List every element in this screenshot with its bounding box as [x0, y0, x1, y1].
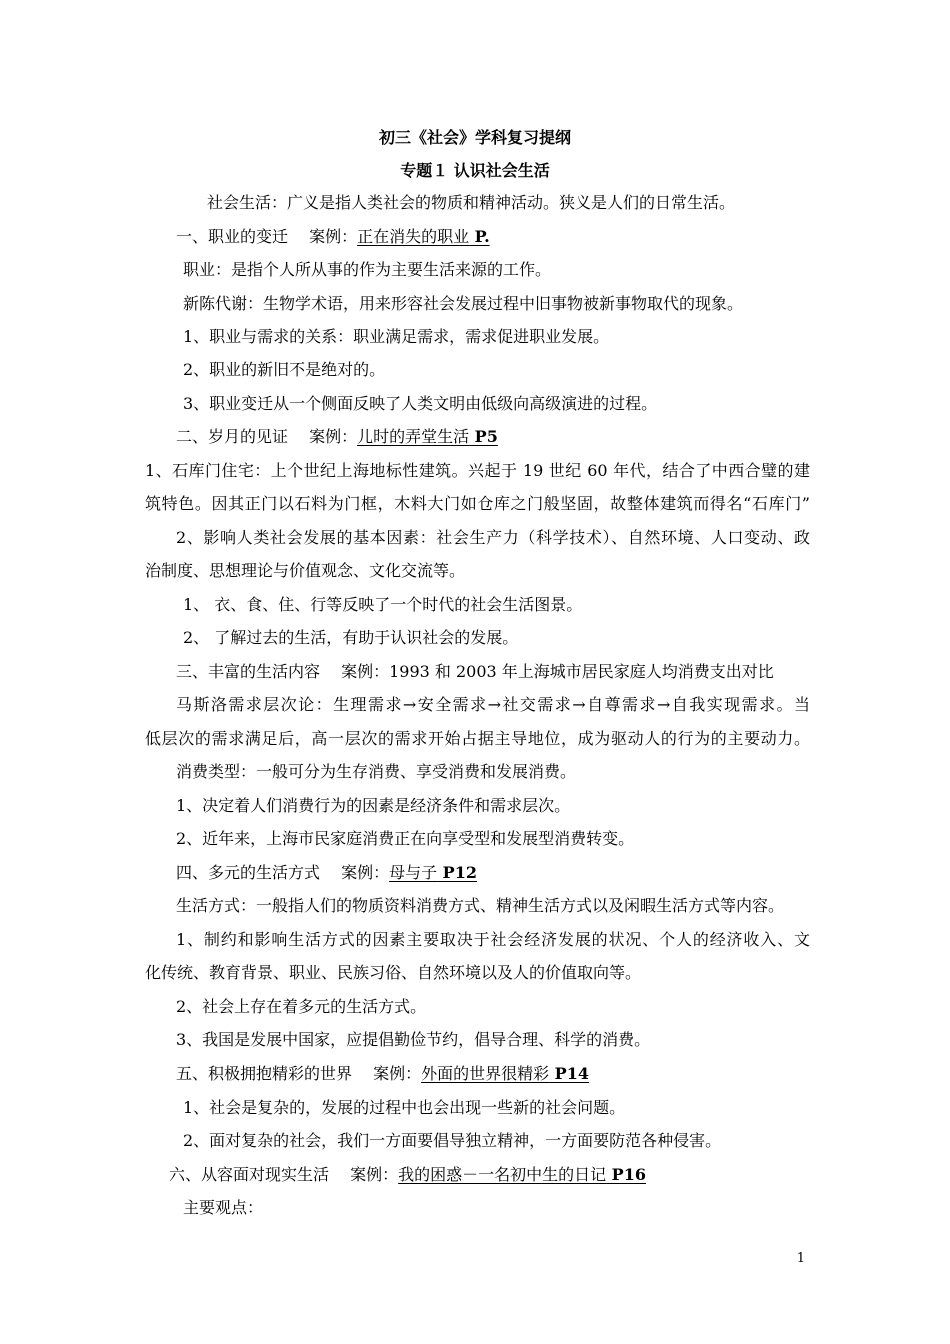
paragraph: 2、职业的新旧不是绝对的。	[183, 360, 386, 379]
section-1-heading	[176, 225, 841, 249]
intro-paragraph: 社会生活：广义是指人类社会的物质和精神活动。狭义是人们的日常生活。	[207, 193, 736, 212]
section-2-heading	[176, 425, 841, 449]
section-3-heading: 三、丰富的生活内容 案例：1993 和 2003 年上海城市居民家庭人均消费支出对比	[176, 662, 774, 681]
paragraph: 职业：是指个人所从事的作为主要生活来源的工作。	[183, 260, 552, 279]
section-heading-text: 二、岁月的见证 案例：	[176, 427, 358, 446]
paragraph: 1、决定着人们消费行为的因素是经济条件和需求层次。	[176, 796, 571, 815]
page-number: 1	[796, 1251, 805, 1266]
paragraph: 低层次的需求满足后，高一层次的需求开始占据主导地位，成为驱动人的行为的主要动力。	[145, 729, 810, 748]
paragraph: 主要观点：	[183, 1198, 264, 1217]
paragraph: 2、社会上存在着多元的生活方式。	[176, 997, 427, 1016]
case-link: 儿时的弄堂生活 P5	[357, 427, 498, 446]
section-4-heading	[176, 861, 841, 885]
paragraph: 1、石库门住宅：上个世纪上海地标性建筑。兴起于 19 世纪 60 年代，结合了中西合璧的建	[145, 461, 810, 480]
paragraph: 消费类型：一般可分为生存消费、享受消费和发展消费。	[176, 762, 577, 781]
paragraph: 2、 了解过去的生活，有助于认识社会的发展。	[183, 628, 519, 647]
paragraph: 筑特色。因其正门以石料为门框，木料大门如仓库之门般坚固，故整体建筑而得名“石库门”	[145, 494, 810, 513]
case-link: 母与子 P12	[389, 863, 477, 882]
paragraph: 1、职业与需求的关系：职业满足需求，需求促进职业发展。	[183, 327, 610, 346]
paragraph: 化传统、教育背景、职业、民族习俗、自然环境以及人的价值取向等。	[145, 963, 642, 982]
paragraph: 生活方式：一般指人们的物质资料消费方式、精神生活方式以及闲暇生活方式等内容。	[176, 896, 785, 915]
paragraph: 1、 衣、食、住、行等反映了一个时代的社会生活图景。	[183, 595, 583, 614]
paragraph: 1、制约和影响生活方式的因素主要取决于社会经济发展的状况、个人的经济收入、文	[176, 930, 810, 949]
section-heading-text: 六、从容面对现实生活 案例：	[169, 1165, 399, 1184]
paragraph: 2、面对复杂的社会，我们一方面要倡导独立精神，一方面要防范各种侵害。	[183, 1131, 722, 1150]
paragraph: 2、影响人类社会发展的基本因素：社会生产力（科学技术）、自然环境、人口变动、政	[176, 528, 810, 547]
section-heading-text: 一、职业的变迁 案例：	[176, 227, 358, 246]
paragraph: 3、职业变迁从一个侧面反映了人类文明由低级向高级演进的过程。	[183, 394, 658, 413]
document-title: 初三《社会》学科复习提纲	[378, 128, 571, 147]
paragraph: 马斯洛需求层次论：生理需求→安全需求→社交需求→自尊需求→自我实现需求。当	[176, 695, 810, 714]
section-heading-text: 四、多元的生活方式 案例：	[176, 863, 390, 882]
section-6-heading	[169, 1163, 834, 1187]
paragraph: 新陈代谢：生物学术语，用来形容社会发展过程中旧事物被新事物取代的现象。	[183, 294, 744, 313]
section-5-heading	[176, 1062, 841, 1086]
case-link: 我的困惑－一名初中生的日记 P16	[398, 1165, 646, 1184]
paragraph: 治制度、思想理论与价值观念、文化交流等。	[145, 561, 466, 580]
paragraph: 1、社会是复杂的，发展的过程中也会出现一些新的社会问题。	[183, 1098, 626, 1117]
case-link: 外面的世界很精彩 P14	[421, 1064, 589, 1083]
paragraph: 3、我国是发展中国家，应提倡勤俭节约，倡导合理、科学的消费。	[176, 1030, 651, 1049]
document-subtitle: 专题１ 认识社会生活	[400, 161, 550, 180]
case-link: 正在消失的职业 P.	[357, 227, 490, 246]
section-heading-text: 五、积极拥抱精彩的世界 案例：	[176, 1064, 422, 1083]
paragraph: 2、近年来，上海市民家庭消费正在向享受型和发展型消费转变。	[176, 829, 635, 848]
